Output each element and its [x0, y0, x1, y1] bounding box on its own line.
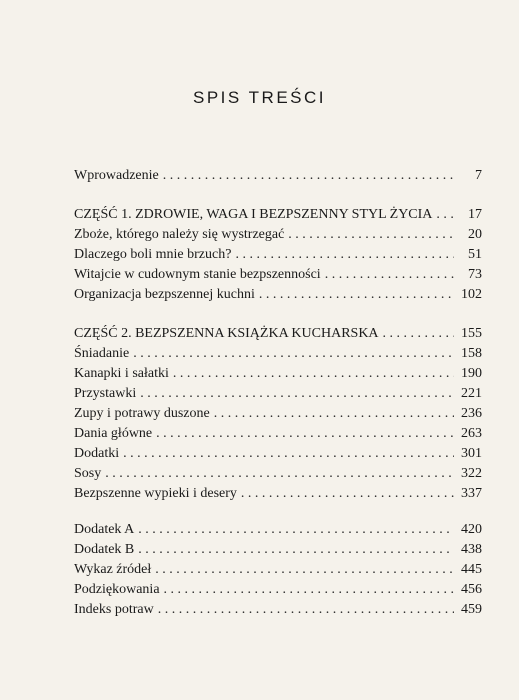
toc-entry — [74, 424, 482, 444]
toc-entry-label: CZĘŚĆ 1. ZDROWIE, WAGA I BEZPSZENNY STYL ŻYCIA — [74, 207, 433, 222]
leader-dots — [133, 344, 454, 364]
toc-entry-page: 301 — [461, 446, 482, 461]
toc-entry-page: 459 — [461, 602, 482, 617]
toc-entry-page: 158 — [461, 346, 482, 361]
leader-dots — [436, 205, 454, 225]
leader-dots — [288, 225, 454, 245]
toc-entry-label: Bezpszenne wypieki i desery — [74, 486, 237, 501]
toc-entry — [74, 444, 482, 464]
page-title: SPIS TREŚCI — [193, 88, 326, 107]
leader-dots — [325, 265, 454, 285]
toc-entry — [74, 265, 482, 285]
toc-entry — [74, 166, 482, 186]
toc-entry-page: 322 — [461, 466, 482, 481]
leader-dots — [156, 424, 454, 444]
leader-dots — [235, 245, 454, 265]
toc-entry-page: 20 — [468, 227, 482, 242]
toc-entry — [74, 344, 482, 364]
leader-dots — [123, 444, 454, 464]
toc-entry-page: 456 — [461, 582, 482, 597]
toc-entry — [74, 464, 482, 484]
leader-dots — [259, 285, 454, 305]
toc-entry-label: Dlaczego boli mnie brzuch? — [74, 247, 232, 262]
toc-entry-label: Wykaz źródeł — [74, 562, 152, 577]
toc-entry-label: Podziękowania — [74, 582, 160, 597]
leader-dots — [140, 384, 454, 404]
toc-entry — [74, 364, 482, 384]
toc-entry-page: 221 — [461, 386, 482, 401]
leader-dots — [383, 324, 454, 344]
toc-entry-label: Kanapki i sałatki — [74, 366, 169, 381]
toc-entry — [74, 285, 482, 305]
toc-entry-label: Śniadanie — [74, 346, 130, 361]
toc-entry-page: 263 — [461, 426, 482, 441]
leader-dots — [241, 484, 454, 504]
leader-dots — [138, 520, 454, 540]
leader-dots — [173, 364, 454, 384]
toc-entry-label: Sosy — [74, 466, 102, 481]
toc-entry-label: Dodatki — [74, 446, 120, 461]
toc-entry — [74, 225, 482, 245]
toc-entry — [74, 580, 482, 600]
toc-entry-label: Indeks potraw — [74, 602, 154, 617]
leader-dots — [105, 464, 454, 484]
toc-entry — [74, 384, 482, 404]
leader-dots — [138, 540, 454, 560]
toc-entry-label: Zupy i potrawy duszone — [74, 406, 210, 421]
toc-entry-label: Wprowadzenie — [74, 168, 159, 183]
toc-entry — [74, 520, 482, 540]
toc-entry-label: Przystawki — [74, 386, 137, 401]
toc-entry-page: 337 — [461, 486, 482, 501]
leader-dots — [214, 404, 454, 424]
toc-entry-page: 102 — [461, 287, 482, 302]
toc-entry-label: Dania główne — [74, 426, 153, 441]
toc-entry-page: 236 — [461, 406, 482, 421]
toc-entry — [74, 540, 482, 560]
toc-entry — [74, 600, 482, 620]
toc-entry-page: 420 — [461, 522, 482, 537]
leader-dots — [164, 580, 454, 600]
toc-entry-label: Dodatek B — [74, 542, 135, 557]
toc-part-heading — [74, 324, 482, 344]
toc-entry-page: 190 — [461, 366, 482, 381]
toc-part-heading — [74, 205, 482, 225]
leader-dots — [158, 600, 454, 620]
toc-entry-page: 438 — [461, 542, 482, 557]
toc-entry-label: Witajcie w cudownym stanie bezpszenności — [74, 267, 321, 282]
leader-dots — [163, 166, 454, 186]
toc-entry-page: 73 — [468, 267, 482, 282]
toc-entry — [74, 484, 482, 504]
toc-entry-label: Dodatek A — [74, 522, 135, 537]
toc-entry-page: 7 — [475, 168, 482, 183]
toc-entry — [74, 404, 482, 424]
toc-entry-page: 445 — [461, 562, 482, 577]
toc-entry-label: Zboże, którego należy się wystrzegać — [74, 227, 285, 242]
toc-entry — [74, 560, 482, 580]
toc-entry-label: CZĘŚĆ 2. BEZPSZENNA KSIĄŻKA KUCHARSKA — [74, 326, 379, 341]
toc-entry — [74, 245, 482, 265]
toc-entry-page: 51 — [468, 247, 482, 262]
toc-entry-page: 155 — [461, 326, 482, 341]
toc-entry-label: Organizacja bezpszennej kuchni — [74, 287, 255, 302]
leader-dots — [155, 560, 454, 580]
toc-entry-page: 17 — [468, 207, 482, 222]
